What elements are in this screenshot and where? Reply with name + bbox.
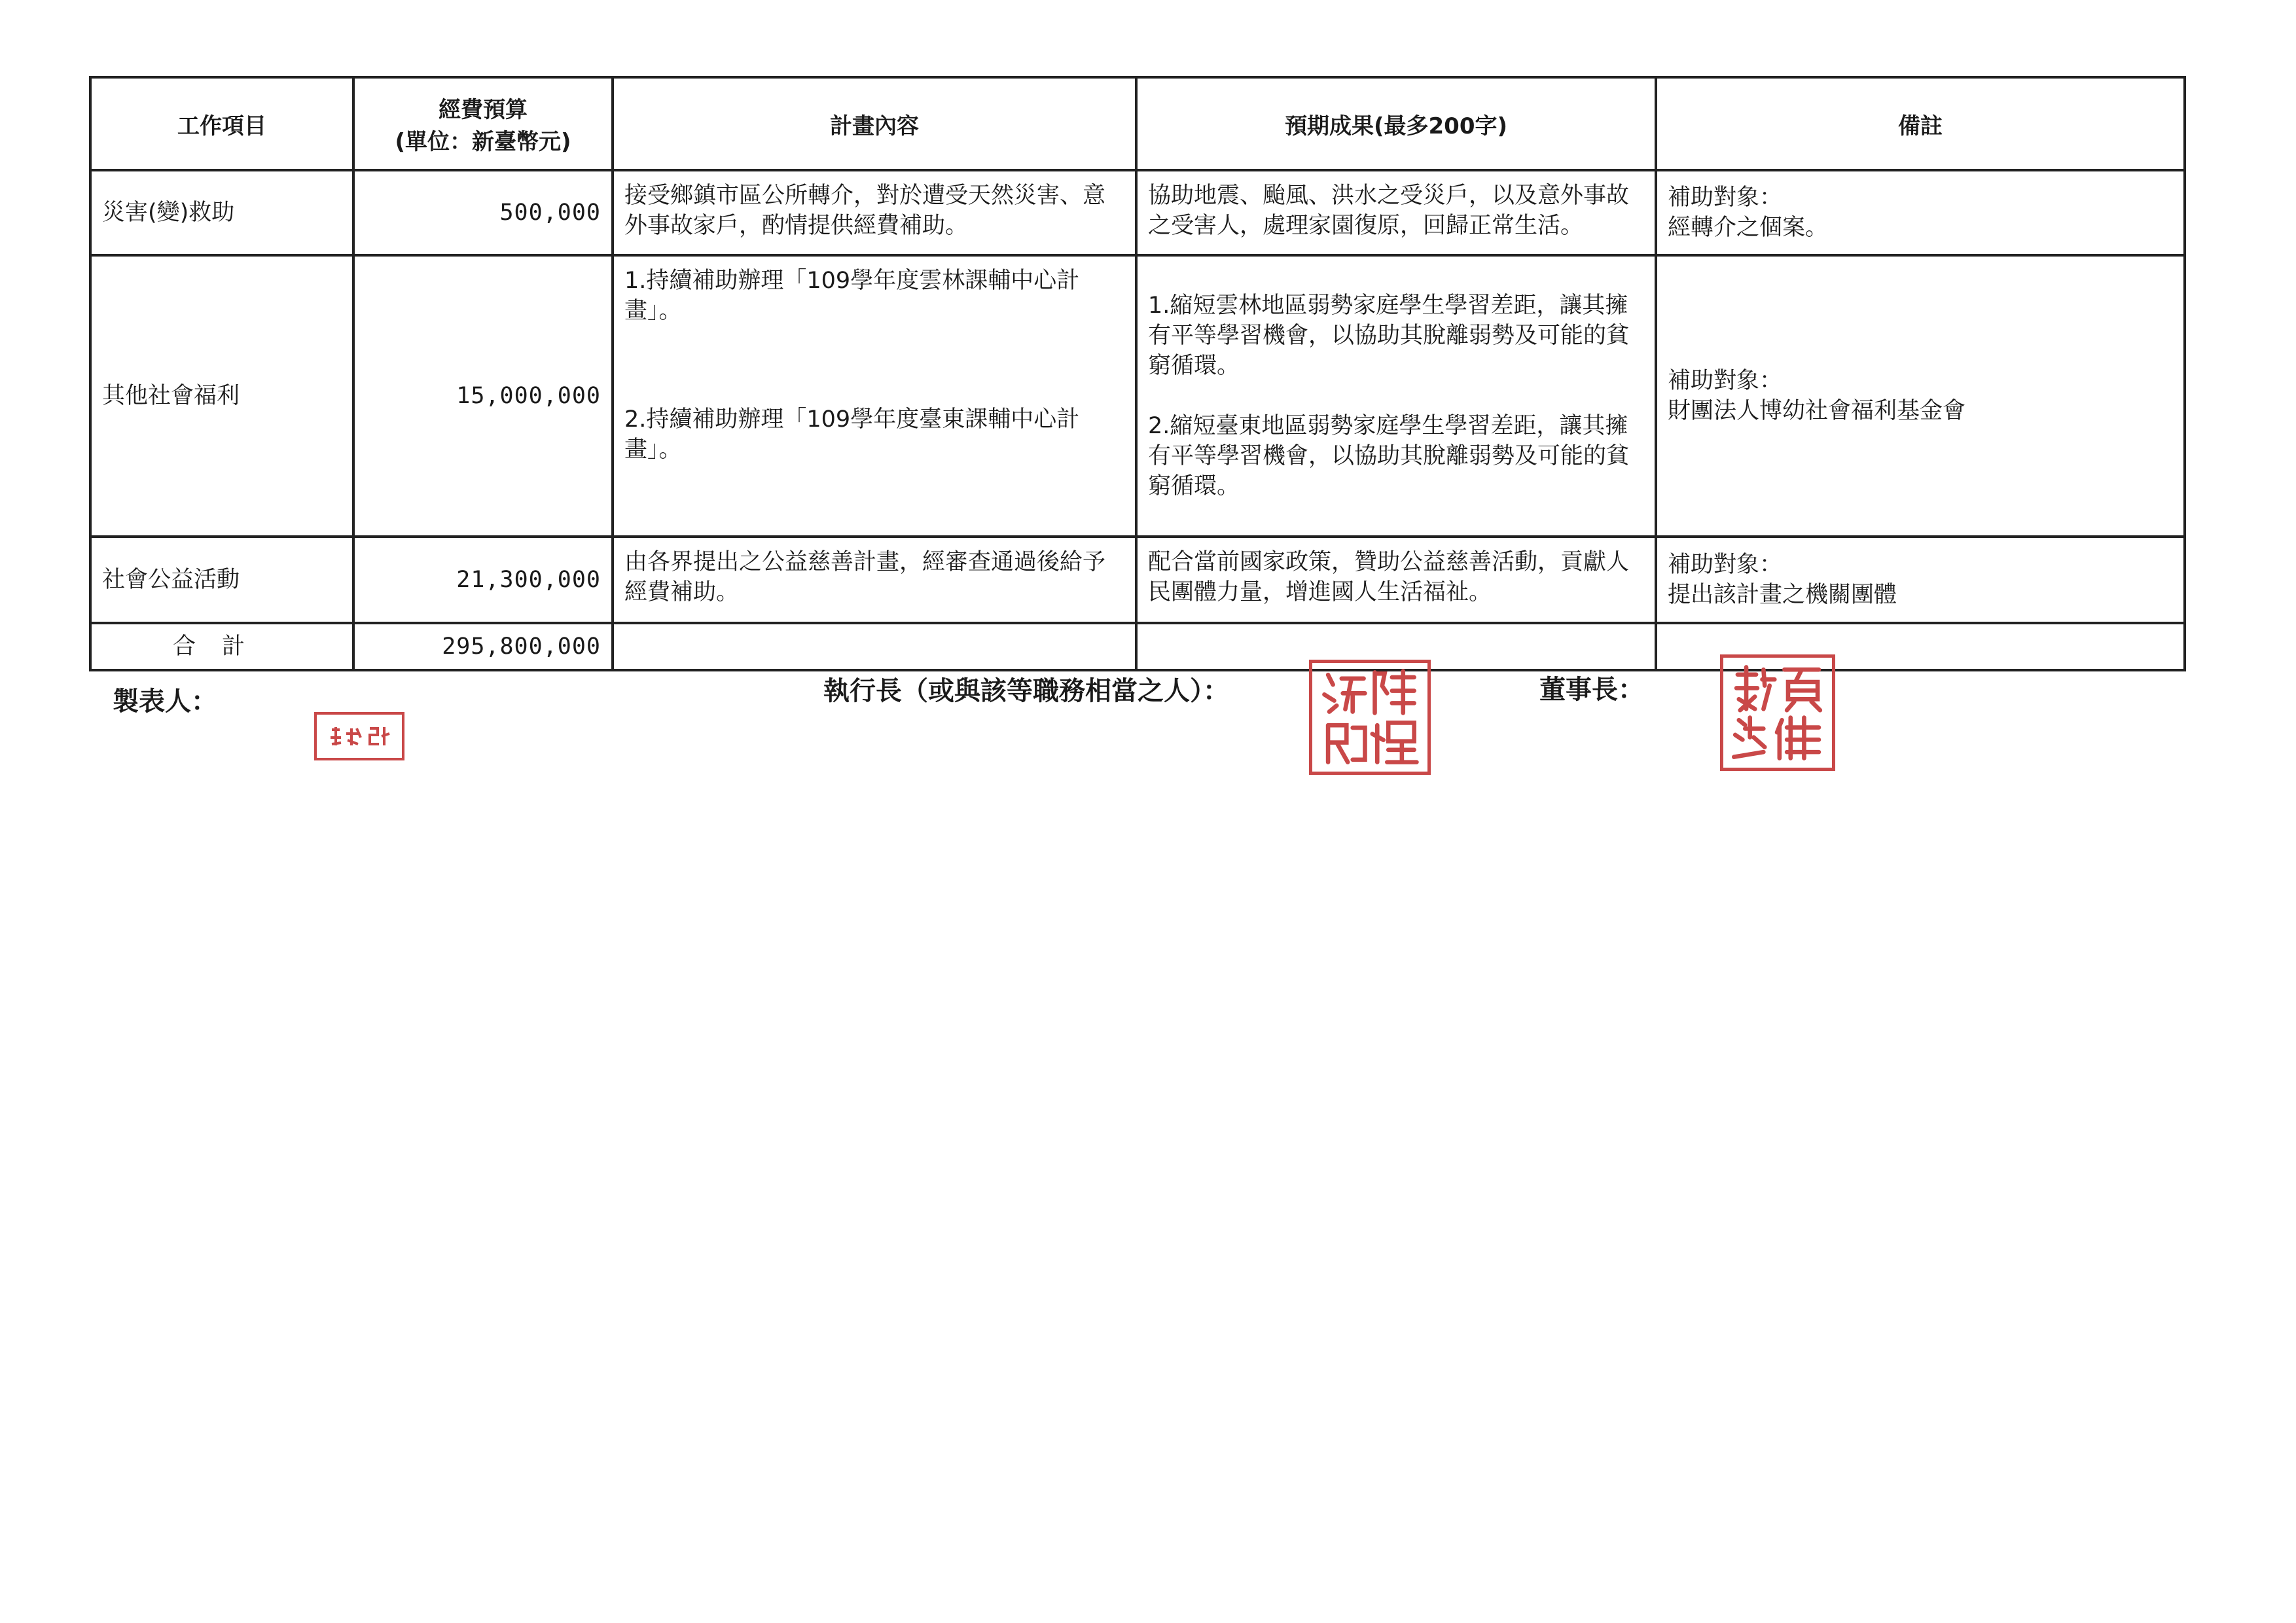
row-remark: [1656, 537, 2185, 623]
seal-glyph-icon: [1316, 666, 1424, 768]
chair-seal-stamp: [1720, 654, 1835, 771]
spacer: [1148, 381, 1644, 411]
row-work-item: 災害(變)救助: [90, 170, 353, 255]
header-work-item: 工作項目: [90, 77, 353, 170]
header-budget-line2: (單位：新臺幣元): [395, 129, 571, 155]
budget-table: [89, 76, 2186, 671]
remark-label: 補助對象：: [1668, 368, 1783, 394]
remark-label: 補助對象：: [1668, 552, 1783, 578]
row-plan: [613, 170, 1136, 255]
remark-value: 提出該計畫之機關團體: [1668, 582, 1897, 608]
row-plan: [613, 537, 1136, 623]
table-row: [90, 537, 2185, 623]
row-remark: [1656, 255, 2185, 537]
ceo-seal-stamp: [1309, 660, 1431, 775]
row-expected: [1136, 255, 1656, 537]
remark-value: 財團法人博幼社會福利基金會: [1668, 398, 1966, 424]
plan-text: 由各界提出之公益慈善計畫，經審查通過後給予經費補助。: [624, 549, 1106, 605]
maker-signature-label: 製表人：: [113, 687, 217, 717]
plan-text: 接受鄉鎮市區公所轉介，對於遭受天然災害、意外事故家戶，酌情提供經費補助。: [624, 183, 1106, 239]
remark-value: 經轉介之個案。: [1668, 215, 1829, 241]
row-work-item: 社會公益活動: [90, 537, 353, 623]
seal-glyph-icon: [1727, 661, 1829, 764]
header-row: [90, 77, 2185, 170]
table-row: [90, 255, 2185, 537]
header-budget: [353, 77, 613, 170]
row-amount: 21,300,000: [353, 537, 613, 623]
total-empty-cell: [613, 623, 1136, 670]
total-amount: 295,800,000: [353, 623, 613, 670]
total-label: 合計: [90, 623, 353, 670]
plan-text: 2.持續補助辦理「109學年度臺東課輔中心計畫」。: [624, 406, 1080, 463]
row-work-item: 其他社會福利: [90, 255, 353, 537]
row-remark: [1656, 170, 2185, 255]
header-expected-result: 預期成果(最多200字): [1136, 77, 1656, 170]
row-amount: 500,000: [353, 170, 613, 255]
row-amount: 15,000,000: [353, 255, 613, 537]
plan-text: 1.持續補助辦理「109學年度雲林課輔中心計畫」。: [624, 268, 1080, 324]
expected-text: 2.縮短臺東地區弱勢家庭學生學習差距，讓其擁有平等學習機會，以協助其脫離弱勢及可能的貧窮循環。: [1148, 413, 1630, 499]
row-plan: [613, 255, 1136, 537]
expected-text: 1.縮短雲林地區弱勢家庭學生學習差距，讓其擁有平等學習機會，以協助其脫離弱勢及可能的貧窮循環。: [1148, 293, 1630, 379]
maker-seal-stamp: [314, 712, 404, 760]
row-expected: [1136, 537, 1656, 623]
expected-text: 協助地震、颱風、洪水之受災戶，以及意外事故之受害人，處理家園復原，回歸正常生活。: [1148, 183, 1630, 239]
header-plan-content: 計畫內容: [613, 77, 1136, 170]
header-remarks: 備註: [1656, 77, 2185, 170]
remark-label: 補助對象：: [1668, 185, 1783, 211]
row-expected: [1136, 170, 1656, 255]
table-row: [90, 170, 2185, 255]
header-budget-line1: 經費預算: [439, 97, 528, 123]
seal-glyph-icon: [327, 724, 392, 748]
spacer: [624, 326, 1124, 404]
ceo-signature-label: 執行長（或與該等職務相當之人）：: [823, 676, 1229, 706]
total-row: [90, 623, 2185, 670]
chair-signature-label: 董事長：: [1539, 675, 1644, 705]
expected-text: 配合當前國家政策，贊助公益慈善活動，貢獻人民團體力量，增進國人生活福祉。: [1148, 549, 1630, 605]
